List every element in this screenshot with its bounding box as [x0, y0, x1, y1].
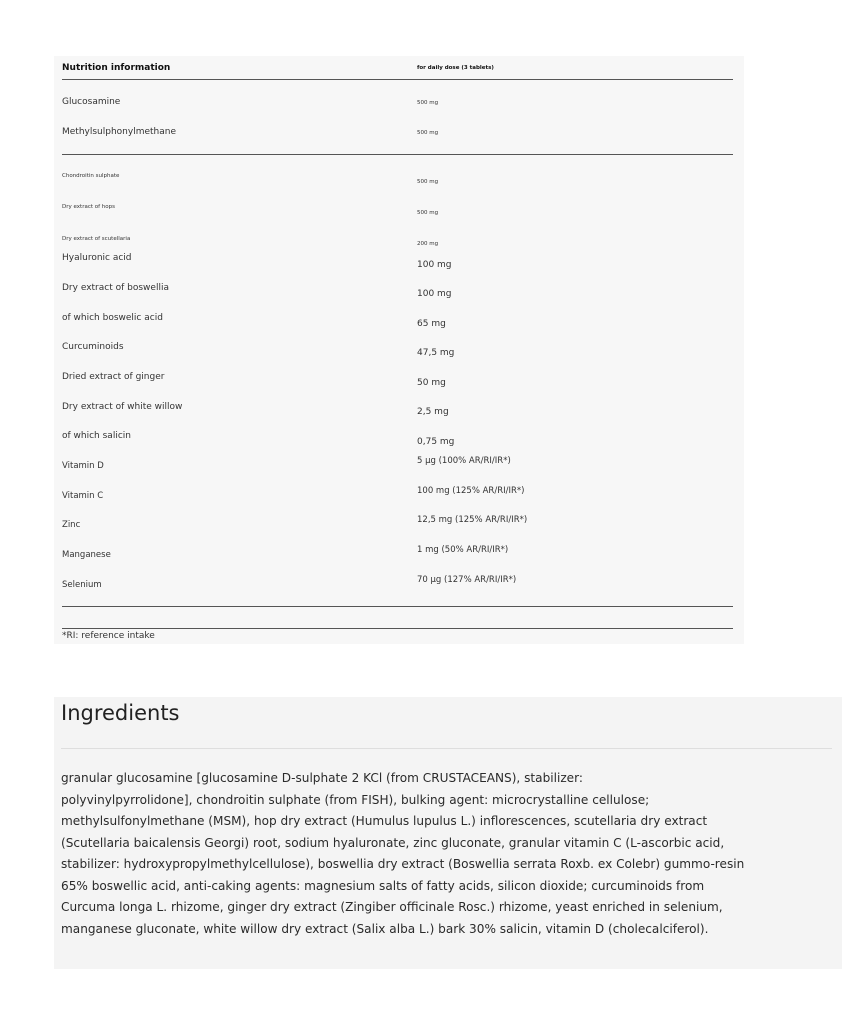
nutrient-name: of which boswelic acid: [62, 313, 163, 323]
nutrient-value: 500 mg: [417, 210, 439, 216]
nutrient-name: Dry extract of white willow: [62, 402, 183, 412]
ingredients-line: 65% boswellic acid, anti-caking agents: magnesium salts of fatty acids, silicon dioxide; curcuminoids from: [61, 878, 705, 893]
nutrient-name: Vitamin C: [62, 491, 104, 501]
nutrient-name: Selenium: [62, 580, 102, 590]
ingredients-line: Curcuma longa L. rhizome, ginger dry extract (Zingiber officinale Rosc.) rhizome, yeast enriched in selenium,: [61, 900, 723, 914]
nutrient-name: Dry extract of hops: [62, 204, 116, 210]
nutrient-value: 5 µg (100% AR/RI/IR*): [417, 456, 511, 466]
ingredients-line: manganese gluconate, white willow dry extract (Salix alba L.) bark 30% salicin, vitamin D (cholecalciferol).: [61, 921, 709, 936]
nutrition-header-dose: for daily dose (3 tablets): [417, 65, 494, 71]
ingredients-line: (Scutellaria baicalensis Georgi) root, sodium hyaluronate, zinc gluconate, granular vitamin C (L-ascorbic acid,: [61, 835, 725, 850]
ingredients-line: granular glucosamine [glucosamine D-sulphate 2 KCl (from CRUSTACEANS), stabilizer:: [61, 771, 583, 785]
nutrient-value: 500 mg: [417, 179, 439, 185]
group-divider: [62, 154, 733, 155]
nutrient-value: 100 mg: [417, 260, 452, 270]
nutrient-name: Curcuminoids: [62, 342, 124, 352]
ingredients-text: [61, 768, 826, 940]
nutrient-name: Dried extract of ginger: [62, 372, 165, 382]
nutrient-name: of which salicin: [62, 431, 131, 441]
ingredients-title: Ingredients: [61, 701, 180, 725]
ingredients-line: methylsulfonylmethane (MSM), hop dry extract (Humulus lupulus L.) inflorescences, scutellaria dry extract: [61, 814, 708, 828]
ingredients-line: stabilizer: hydroxypropylmethylcellulose), boswellia dry extract (Boswellia serrata Roxb. ex Colebr) gummo-resin: [61, 857, 745, 871]
nutrition-table: [54, 56, 744, 644]
nutrient-value: 47,5 mg: [417, 348, 455, 358]
ingredients-line: polyvinylpyrrolidone], chondroitin sulphate (from FISH), bulking agent: microcrystalline cellulose;: [61, 792, 650, 807]
nutrient-value: 70 µg (127% AR/RI/IR*): [417, 575, 517, 585]
nutrient-value: 50 mg: [417, 378, 446, 388]
nutrient-name: Hyaluronic acid: [62, 253, 132, 263]
nutrient-name: Glucosamine: [62, 97, 121, 107]
nutrient-value: 65 mg: [417, 319, 446, 329]
nutrient-value: 0,75 mg: [417, 437, 455, 447]
nutrient-name: Manganese: [62, 550, 111, 560]
nutrition-header-name: Nutrition information: [62, 63, 171, 73]
nutrient-name: Dry extract of scutellaria: [62, 236, 131, 242]
header-divider: [62, 79, 733, 80]
nutrient-value: 12,5 mg (125% AR/RI/IR*): [417, 515, 528, 525]
footnote-divider: [62, 628, 733, 629]
nutrient-value: 1 mg (50% AR/RI/IR*): [417, 545, 509, 555]
nutrient-name: Dry extract of boswellia: [62, 283, 169, 293]
ingredients-section: [54, 697, 842, 969]
nutrient-value: 2,5 mg: [417, 407, 449, 417]
nutrient-name: Methylsulphonylmethane: [62, 127, 177, 137]
nutrient-value: 500 mg: [417, 130, 439, 136]
ingredients-divider: [61, 748, 832, 749]
nutrient-value: 100 mg (125% AR/RI/IR*): [417, 486, 525, 496]
nutrient-value: 500 mg: [417, 100, 439, 106]
nutrient-value: 100 mg: [417, 289, 452, 299]
nutrient-name: Chondroitin sulphate: [62, 173, 120, 179]
nutrient-value: 200 mg: [417, 241, 439, 247]
bottom-divider: [62, 606, 733, 607]
nutrient-name: Zinc: [62, 520, 81, 530]
nutrient-name: Vitamin D: [62, 461, 104, 471]
footnote: *RI: reference intake: [62, 631, 155, 641]
